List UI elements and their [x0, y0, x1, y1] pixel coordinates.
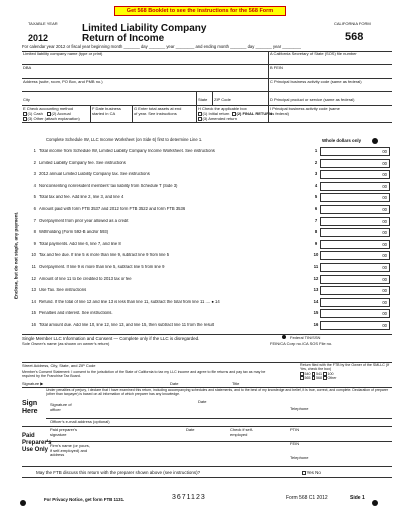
tax-line-2 — [30, 158, 392, 169]
amount-field[interactable] — [320, 309, 390, 318]
sign-date-field[interactable]: Date — [198, 399, 207, 404]
filed-with-options[interactable]: 540 541 100 565 568 Other — [300, 372, 337, 380]
line-description: Penalties and interest. See instructions. — [39, 311, 113, 316]
line-number: 7 — [33, 217, 36, 223]
initial-return-checkbox[interactable]: (1) Initial return — [198, 112, 229, 117]
whole-dollars-label: Whole dollars only — [322, 138, 362, 143]
sole-owner-name-field[interactable]: Sole Owner's name (as shown on owner's return) — [22, 341, 110, 346]
line-description: Nonconsenting nonresident members' tax liability from Schedule T (Side 3) — [39, 183, 178, 188]
line-description: Total amount due. Add line 10, line 12, line 13, and line 15, then subtract line 11 from the result — [39, 323, 214, 328]
tax-line-11 — [30, 262, 392, 273]
line-number: 13 — [31, 287, 36, 293]
ptin-field[interactable]: PTIN — [290, 427, 300, 432]
corner-marker-right — [372, 500, 378, 506]
line-number-right: 11 — [313, 264, 319, 270]
federal-tin-field[interactable]: Federal TIN/SSN — [290, 335, 321, 340]
tax-line-4 — [30, 181, 392, 192]
title-label: Title — [232, 381, 240, 386]
corner-marker-left — [20, 500, 26, 506]
federal-tin-bullet — [282, 335, 286, 339]
tax-line-15 — [30, 308, 392, 319]
fein-ca-sos-field[interactable]: FEIN/CA Corp no./CA SOS File no. — [270, 341, 333, 346]
line-number: 5 — [33, 194, 36, 200]
zip-field[interactable]: ZIP Code — [214, 97, 231, 102]
line-number-right: 8 — [314, 229, 318, 235]
amount-cents: 00 — [382, 265, 387, 270]
date-label: Date — [170, 381, 179, 386]
tax-line-6 — [30, 204, 392, 215]
form-id: Form 568 C1 2012 — [286, 495, 328, 501]
other-method-checkbox[interactable]: (3) Other (attach explanation) — [23, 117, 80, 122]
line-number-right: 12 — [313, 275, 319, 281]
date-started-field[interactable]: F Date business started in CA — [92, 106, 121, 116]
amount-cents: 00 — [382, 276, 387, 282]
self-employed-checkbox[interactable]: Check if self-employed — [230, 427, 254, 437]
tax-line-5 — [30, 192, 392, 203]
line-number-right: 13 — [313, 287, 319, 293]
consent-statement: Member's Consent Statement: I consent to the jurisdiction of the State of California to tax my LLC income and agree to file returns and pay tax as may be required by the Franchise Tax Board. — [22, 370, 266, 379]
amount-field[interactable] — [320, 240, 390, 249]
amount-cents: 00 — [382, 241, 387, 247]
line-number-right: 4 — [314, 182, 318, 188]
form-number: 568 — [345, 31, 364, 43]
llc-name-field[interactable]: Limited liability company name (type or print) — [23, 51, 103, 56]
line-description: Total income from Schedule IW, Limited Liability Company Income Worksheet. See instructions — [39, 149, 215, 154]
line-description: Amount of line 11 to be credited to 2013 tax or fee — [39, 276, 132, 281]
payment-enclosure-note: Enclose, but do not staple, any payment. — [13, 211, 19, 299]
amount-field[interactable] — [320, 205, 390, 214]
line-number: 14 — [31, 298, 36, 304]
tax-line-10 — [30, 250, 392, 261]
tax-line-1 — [30, 146, 392, 157]
line-description: Limited Liability Company fee. See instructions — [39, 160, 126, 165]
line-description: Refund. If the total of line 12 and line 13 is less than line 11, subtract the total from line 11 .... ● 14 — [39, 299, 220, 304]
tax-line-13 — [30, 285, 392, 296]
city-field[interactable]: City — [23, 97, 30, 102]
officer-signature-field[interactable]: Signature of officer — [50, 402, 72, 412]
officer-email-field[interactable]: Officer's e-mail address (optional) — [50, 419, 110, 424]
amount-field[interactable] — [320, 170, 390, 179]
sos-file-field[interactable]: A California Secretary of State (SOS) file number — [270, 51, 357, 56]
line-number-right: 3 — [314, 171, 318, 177]
line-description: Overpayment. If line 9 is more than line 5, subtract line 5 from line 9 — [39, 265, 165, 270]
worksheet-note: Complete Schedule IW, LLC Income Worksheet (on Side 6) first to determine Line 1. — [46, 137, 203, 142]
applicable-box-label: H Check the applicable box — [198, 106, 247, 111]
member-signature-line[interactable]: Signature ▶ — [22, 381, 44, 386]
line-number: 9 — [33, 240, 36, 246]
tax-line-14 — [30, 297, 392, 308]
corner-marker-top — [372, 138, 378, 144]
paid-preparer-label: Paid Preparer's Use Only — [22, 433, 52, 453]
amount-field[interactable] — [320, 298, 390, 307]
line-number-right: 1 — [314, 148, 318, 154]
amount-field[interactable] — [320, 251, 390, 260]
accrual-checkbox[interactable]: (2) Accrual — [47, 112, 71, 117]
line-number: 12 — [31, 275, 36, 281]
tax-line-12 — [30, 274, 392, 285]
tax-line-7 — [30, 216, 392, 227]
line-number: 3 — [33, 171, 36, 177]
line-number: 15 — [31, 310, 36, 316]
product-field[interactable]: D Principal product or service (same as federal) — [270, 97, 355, 102]
tax-line-3 — [30, 169, 392, 180]
preparer-date-field[interactable]: Date — [186, 427, 195, 432]
privacy-notice: For Privacy Notice, get form FTB 1131. — [44, 497, 125, 502]
amount-cents: 00 — [382, 195, 387, 201]
line-number-right: 10 — [313, 252, 319, 258]
line-description: Tax and fee due. If line 5 is more than line 9, subtract line 9 from line 5 — [39, 253, 170, 258]
amount-cents: 00 — [382, 230, 387, 236]
amount-cents: 00 — [382, 172, 387, 178]
amount-cents: 00 — [382, 183, 387, 189]
line-description: Total payments. Add line 6, line 7, and line 8 — [39, 241, 121, 246]
form-title-line1: Limited Liability Company — [82, 23, 207, 34]
amount-field[interactable] — [320, 263, 390, 272]
line-number: 16 — [31, 322, 36, 328]
line-number-right: 15 — [313, 310, 319, 316]
amount-cents: 00 — [382, 288, 387, 294]
preparer-fein-field[interactable]: FEIN — [290, 441, 300, 446]
tax-line-9 — [30, 239, 392, 250]
total-assets-field[interactable]: G Enter total assets at end of year. See instructions — [134, 106, 182, 116]
amount-cents: 00 — [382, 160, 387, 166]
ftb-discuss-yes-no[interactable]: Yes No — [302, 470, 321, 475]
activity-code-field[interactable]: I Principal business activity code (same as federal) — [270, 106, 340, 116]
sign-here-label: Sign Here — [22, 400, 38, 416]
amount-field[interactable] — [320, 321, 390, 330]
amount-field[interactable] — [320, 275, 390, 284]
amount-cents: 00 — [382, 218, 387, 224]
fein-field[interactable]: B FEIN — [270, 65, 283, 70]
line-number-right: 6 — [314, 206, 318, 212]
line-description: Overpayment from prior year allowed as a credit — [39, 218, 129, 223]
taxable-year-label: TAXABLE YEAR — [28, 21, 58, 26]
street-address-field[interactable]: Street Address, City, State, and ZIP Code — [22, 363, 96, 368]
california-form-label: CALIFORNIA FORM — [334, 21, 371, 26]
amount-cents: 00 — [382, 311, 387, 317]
line-number-right: 9 — [314, 240, 318, 246]
line-number: 4 — [33, 182, 36, 188]
amount-cents: 00 — [382, 323, 387, 328]
preparer-signature-field[interactable]: Paid preparer's signature — [50, 427, 77, 437]
form-title — [82, 24, 206, 44]
amount-cents: 00 — [382, 299, 387, 305]
amount-cents: 00 — [382, 207, 387, 212]
line-description: Use Tax. See instructions — [39, 288, 87, 293]
amount-field[interactable] — [320, 286, 390, 295]
telephone-field[interactable]: Telephone — [290, 406, 309, 411]
line-description: Withholding (Form 592-B and/or 593) — [39, 230, 109, 235]
line-number: 8 — [33, 229, 36, 235]
amount-field[interactable] — [320, 228, 390, 237]
amount-cents: 00 — [382, 253, 387, 259]
line-number-right: 14 — [313, 298, 319, 304]
line-number: 11 — [31, 264, 36, 270]
amount-field[interactable] — [320, 159, 390, 168]
period-line[interactable]: For calendar year 2012 or fiscal year beginning month _______ day _______ year ________ and ending month _______ day _______ year ________ — [22, 44, 301, 49]
line-number-right: 7 — [314, 217, 318, 223]
line-description: 2012 annual Limited Liability Company tax. See instructions — [39, 172, 150, 177]
ftb-discuss-question: May the FTB discuss this return with the preparer shown above (see instructions)? — [36, 470, 201, 475]
tax-year: 2012 — [28, 33, 49, 43]
amount-field[interactable] — [320, 147, 390, 156]
line-number-right: 5 — [314, 194, 318, 200]
instructions-banner[interactable]: Get 568 Booklet to see the instructions for the 568 Form — [114, 6, 286, 16]
final-return-checkbox[interactable]: (2) FINAL RETURN — [232, 112, 272, 117]
line-number-right: 16 — [313, 322, 319, 328]
amount-field[interactable] — [320, 182, 390, 191]
amount-field[interactable] — [320, 193, 390, 202]
amended-return-checkbox[interactable]: (3) Amended return — [198, 117, 237, 122]
state-field[interactable]: State — [198, 97, 208, 102]
line-description: Total tax and fee. Add line 2, line 3, and line 4 — [39, 195, 124, 200]
dba-field[interactable]: DBA — [23, 65, 32, 70]
preparer-telephone-field[interactable]: Telephone — [290, 455, 309, 460]
address-field[interactable]: Address (suite, room, PO Box, and PMB no.) — [23, 79, 103, 84]
amount-cents: 00 — [382, 149, 387, 154]
business-code-field[interactable]: C Principal business activity code (same as federal) — [270, 79, 362, 84]
line-number: 1 — [33, 148, 36, 154]
form-code: 3671123 — [172, 494, 206, 501]
side-number: Side 1 — [350, 495, 365, 501]
accounting-method-label: E Check accounting method — [23, 106, 74, 111]
line-number: 6 — [33, 206, 36, 212]
filed-with-label: Return filed with the FTB by the Owner of the SMLLC (If Yes, check the box) — [300, 363, 390, 372]
tax-line-16 — [30, 320, 392, 331]
line-number-right: 2 — [314, 159, 318, 165]
amount-field[interactable] — [320, 217, 390, 226]
line-number: 10 — [31, 252, 36, 258]
line-description: Amount paid with form FTB 3537 and 2012 form FTB 3522 and form FTB 3536 — [39, 207, 186, 212]
firm-name-field[interactable]: Firm's name (or yours, if self-employed) and address — [50, 443, 90, 458]
line-number: 2 — [33, 159, 36, 165]
penalty-statement: Under penalties of perjury, I declare that I have examined this return, including accompanying schedules and statements, and to the best of my knowledge and belief, it is true, correct, and complete. Declaration of preparer (other than taxpayer) is based on all information of which preparer has any knowledge. — [46, 388, 389, 397]
cash-checkbox[interactable]: (1) Cash — [23, 112, 43, 117]
tax-line-8 — [30, 227, 392, 238]
smllc-label: Single Member LLC Information and Consent — Complete only if the LLC is disregarded. — [22, 336, 200, 341]
form-title-line2: Return of Income — [82, 33, 165, 44]
